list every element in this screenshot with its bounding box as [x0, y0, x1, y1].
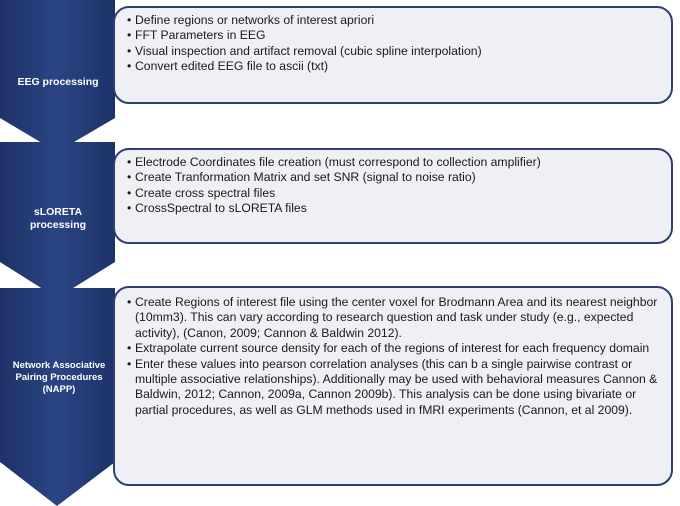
- stage-2-item: • Create Tranformation Matrix and set SNR (signal to noise ratio): [127, 170, 476, 185]
- stage-3-item: • Extrapolate current source density for each of the regions of interest for each frequency domain: [127, 341, 650, 356]
- stage-2-item: • Electrode Coordinates file creation (must correspond to collection amplifier): [127, 155, 541, 169]
- stage-3-chevron: [0, 288, 115, 506]
- stage-3-box: [113, 286, 673, 486]
- stage-3-item: • Create Regions of interest file using the center voxel for Brodmann Area and its nearest neighbor (10mm3). This can vary according to research question and task under study (e.g., expected activity), (Canon, 2009; Cannon & Baldwin 2012).: [127, 295, 658, 340]
- stage-2-item: • CrossSpectral to sLORETA files: [127, 201, 307, 216]
- stage-1-box: [113, 6, 673, 104]
- stage-2-item: • Create cross spectral files: [127, 185, 276, 200]
- stage-2-box: [113, 148, 673, 244]
- stage-1-item: • Convert edited EEG file to ascii (txt): [127, 59, 329, 74]
- stage-3-item: • Enter these values into pearson correlation analyses (this can b a single pairwise contrast or multiple associative relationships). Additionally may be used with behavioral measures Cannon & Baldwin, 2012; Cannon, 2009a, Cannon 2009b). This analysis can be done using bivariate or partial procedures, as well as GLM methods used in fMRI experiments (Cannon, et al 2009).: [127, 356, 658, 417]
- stage-2-label: sLORETA processing: [30, 206, 87, 232]
- stage-1-item: • FFT Parameters in EEG: [127, 28, 266, 43]
- stage-1-label: EEG processing: [17, 76, 99, 88]
- stage-3-label: Network Associative Pairing Procedures (NAPP): [12, 360, 106, 395]
- stage-1-item: • Define regions or networks of interest apriori: [127, 13, 375, 27]
- stage-1-item: • Visual inspection and artifact removal (cubic spline interpolation): [127, 43, 482, 58]
